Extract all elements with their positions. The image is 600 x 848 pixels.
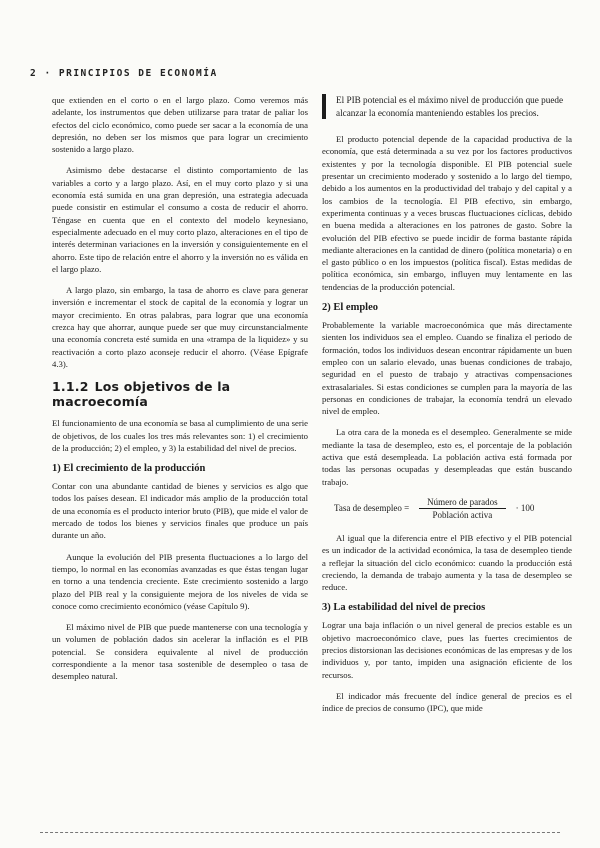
paragraph: El indicador más frecuente del índice general de precios es el índice de precios de consumo (IPC), que mide bbox=[322, 690, 572, 714]
running-head: 2 · PRINCIPIOS DE ECONOMÍA bbox=[30, 68, 218, 79]
paragraph: Lograr una baja inflación o un nivel general de precios estable es un objetivo macroeconómico clave, pues las fuertes crecimientos de precios distorsionan las decisiones económicas de las empresas y de los individuos y, por tanto, impiden una asignación eficiente de los recursos. bbox=[322, 620, 572, 680]
left-column bbox=[52, 94, 308, 692]
paragraph: Al igual que la diferencia entre el PIB efectivo y el PIB potencial es un indicador de la actividad económica, la tasa de desempleo tiende a reflejar la situación del ciclo económico: cuando la producción está creciendo, la demanda de trabajo aumenta y la tasa de desempleo se reduce. bbox=[322, 532, 572, 593]
formula-rhs: · 100 bbox=[515, 503, 535, 514]
subheading: 1) El crecimiento de la producción bbox=[52, 463, 206, 475]
paragraph: El funcionamiento de una economía se basa al cumplimiento de una serie de objetivos, de los cuales los tres más relevantes son: 1) el crecimiento de la producción; 2) el empleo, y 3) la estabilidad del nivel de precios. bbox=[52, 418, 308, 453]
formula-denominator: Población activa bbox=[432, 509, 493, 520]
paragraph: Contar con una abundante cantidad de bienes y servicios es algo que todos los países desean. El indicador más amplio de la producción total de una economía es el producto interior bruto (PIB), que mide el valor de mercado de todos los bienes y servicios finales que produce un país durante un año. bbox=[52, 481, 308, 541]
paragraph: Aunque la evolución del PIB presenta fluctuaciones a lo largo del tiempo, lo normal en las economías avanzadas es que éstas tengan lugar en torno a una tendencia creciente. Este crecimiento sostenido a largo plazo del PIB real y la consiguiente mejora de los niveles de vida se conoce como crecimiento económico (véase Capítulo 9). bbox=[52, 551, 308, 611]
formula-numerator: Número de parados bbox=[419, 497, 505, 509]
formula-lhs: Tasa de desempleo = bbox=[334, 503, 410, 514]
section-heading bbox=[52, 379, 308, 409]
paragraph: El máximo nivel de PIB que puede mantenerse con una tecnología y un volumen de población dados sin acelerar la inflación es el PIB potencial. Se considera equivalente al nivel de producción correspondiente a la menor tasa sostenible de desempleo o tasa de desempleo natural. bbox=[52, 622, 308, 682]
definition-callout: El PIB potencial es el máximo nivel de producción que puede alcanzar la economía manteniendo estables los precios. bbox=[322, 94, 572, 119]
paragraph: La otra cara de la moneda es el desempleo. Generalmente se mide mediante la tasa de desempleo, esto es, el porcentaje de la población activa que está desempleada. La población activa está formada por todas las personas ocupadas y desempleadas que están buscando trabajo. bbox=[322, 427, 572, 487]
paragraph: Probablemente la variable macroeconómica que más directamente sienten los individuos sea el empleo. Cuando se finaliza el periodo de formación, todos los individuos desean encontrar rápidamente un buen empleo con un salario elevado, unas buenas condiciones de trabajo, seguridad en el puesto de trabajo y atractivas compensaciones extrasalariales. Si estas condiciones se cumplen para la mayoría de las personas en condiciones de trabajar, la economía tendrá un elevado nivel de empleo. bbox=[322, 320, 572, 417]
subheading: 3) La estabilidad del nivel de precios bbox=[322, 602, 486, 614]
paragraph: Asimismo debe destacarse el distinto comportamiento de las variables a corto y a largo plazo. Así, en el muy corto plazo y si una economía está sumida en una gran depresión, una estrategia adecuada puede consistir en estimular el consumo a costa de reducir el ahorro. Téngase en cuenta que en el contexto del modelo keynesiano, especialmente adecuado en el muy corto plazo, alteraciones en el tipo de interés determinan variaciones en la inversión y consiguientemente en el ahorro. Este tipo de relación entre el ahorro y la inversión no es válida en el largo plazo. bbox=[52, 165, 308, 274]
paragraph: El producto potencial depende de la capacidad productiva de la economía, que está determinada a su vez por los factores productivos existentes y por la tecnología disponible. El PIB potencial suele presentar un crecimiento moderado y sostenido a lo largo del tiempo, debido a los aumentos en la productividad del trabajo y del capital y a los cambios de la tecnología. El PIB efectivo, sin embargo, experimenta continuas y a veces bruscas fluctuaciones cíclicas, debido en buena medida a alteraciones en los patrones de gasto. Sobre la evolución del PIB efectivo se puede incidir de forma bastante rápida mediante alteraciones en la cantidad de dinero (política monetaria) o en el gasto público o en los impuestos (política fiscal). Estas medidas de política económica, sin embargo, influyen muy lentamente en las tendencias de la producción potencial. bbox=[322, 134, 572, 292]
subheading: 2) El empleo bbox=[322, 302, 378, 314]
paragraph: que extienden en el corto o en el largo plazo. Como veremos más adelante, los instrumentos que deben utilizarse para tratar de paliar los efectos del ciclo económico, como puede ser sacar a la economía de una depresión, no deben ser los mismos que para lograr un crecimiento sostenido a largo plazo. bbox=[52, 95, 308, 155]
right-column bbox=[322, 94, 572, 723]
section-title: Los objetivos de la macroecomía bbox=[52, 379, 231, 410]
bottom-rule bbox=[40, 832, 560, 833]
unemployment-formula bbox=[322, 497, 572, 520]
paragraph: A largo plazo, sin embargo, la tasa de ahorro es clave para generar inversión e incrementar el stock de capital de la economía y lograr un mayor crecimiento. En otras palabras, para lograr que una economía crezca hay que ahorrar, aunque puede ser que muy circunstancialmente una economía concreta esté sumida en una «trampa de la liquidez» y su reactivación a corto plazo aconseje reducir el ahorro. (Véase Epígrafe 4.3). bbox=[52, 285, 308, 369]
formula-fraction bbox=[419, 497, 505, 520]
section-number: 1.1.2 bbox=[52, 379, 89, 395]
